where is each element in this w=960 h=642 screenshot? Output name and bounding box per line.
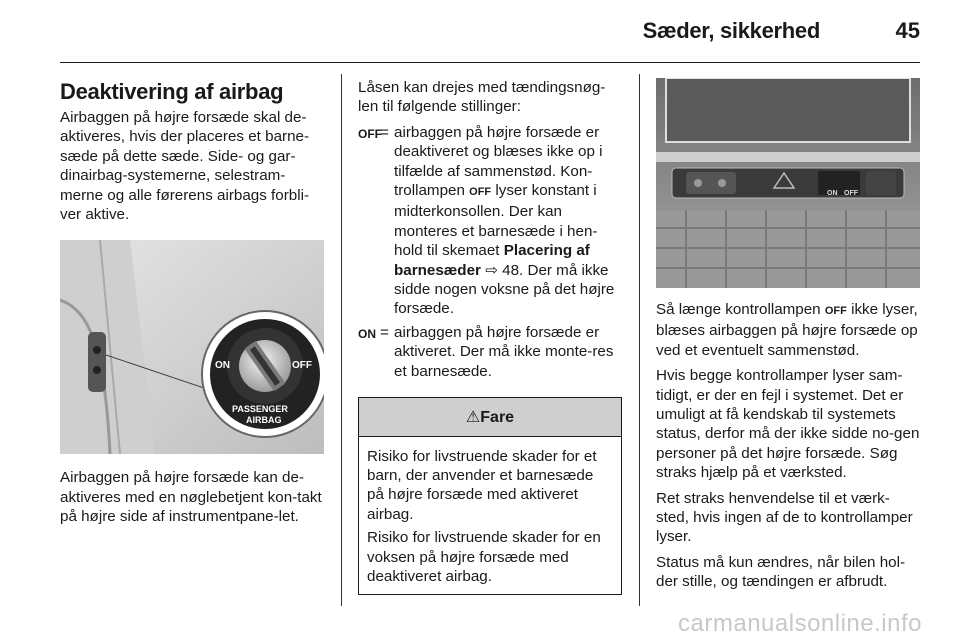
warning-triangle-icon: ⚠ (465, 409, 481, 427)
airbag-on-icon: ON (358, 326, 376, 341)
legend-on (358, 323, 624, 381)
danger-warning-box (358, 397, 622, 595)
page-header-title: Sæder, sikkerhed (642, 18, 820, 43)
column-divider-2 (639, 74, 640, 606)
reference-arrow-icon: ⇨ (485, 261, 498, 279)
dashboard-indicator-photo (656, 78, 920, 288)
indicator-label-on: ON (827, 190, 838, 197)
airbag-off-inline-icon: OFF (469, 186, 492, 199)
watermark: carmanualsonline.info (678, 610, 922, 637)
column-2 (358, 78, 624, 595)
legend-off-text-c: 48. Der må ikke sidde nogen voksne på det højre forsæde. (394, 261, 615, 318)
col3-paragraph-1 (656, 300, 922, 360)
column-divider-1 (341, 74, 342, 606)
airbag-off-inline-icon: OFF (824, 305, 847, 317)
header-divider (60, 62, 920, 63)
column-1 (60, 78, 326, 533)
warning-paragraph-1: Risiko for livstruende skader for et barn, der anvender et barnesæde på højre forsæde med aktiveret airbag. (367, 447, 597, 523)
col3-paragraph-2: Hvis begge kontrollamper lyser sam-tidigt, er der en fejl i systemet. Det er umuligt at få kendskab til systemets status, derfor må der ikke sidde no-gen personer på det højre forsæde. Søg straks hjælp på et værksted. (656, 367, 920, 482)
warning-paragraph-2: Risiko for livstruende skader for en voksen på højre forsæde med deaktiveret airbag. (367, 529, 601, 585)
col3-paragraph-4: Status må kun ændres, når bilen hol-der stille, og tændingen er afbrudt. (656, 553, 906, 591)
switch-label-airbag: AIRBAG (246, 415, 282, 426)
airbag-switch-illustration (60, 240, 324, 454)
warning-body (359, 437, 621, 595)
page-number: 45 (895, 18, 920, 43)
cross-reference-link[interactable]: Placering af barnesæder (394, 242, 590, 279)
legend-off-text-a: airbaggen på højre forsæde er deaktiveret og blæses ikke op i tilfælde af sammenstød. Kon-trollampen (394, 123, 603, 200)
switch-label-passenger: PASSENGER (232, 404, 288, 415)
airbag-switch-photo (60, 240, 324, 454)
legend-equals: = (380, 123, 389, 141)
indicator-label-off: OFF (844, 190, 858, 197)
legend-off-text-b: lyser konstant i midterkonsollen. Der kan monteres et barnesæde i hen-hold til skemaet (394, 182, 598, 260)
intro-paragraph: Airbaggen på højre forsæde skal de-aktiveres, hvis der placeres et barne-sæde på dette sæde. Side- og gar-dinairbag-systemerne, selestram-merne og alle førerens airbags forbli-ver aktive. (60, 109, 310, 224)
dashboard-illustration (656, 78, 920, 288)
warning-title: Fare (480, 409, 515, 427)
legend-off (358, 123, 624, 319)
switch-label-on: ON (215, 360, 230, 372)
positions-intro: Låsen kan drejes med tændingsnøg-len til følgende stillinger: (358, 79, 606, 116)
photo-caption: Airbaggen på højre forsæde kan de-aktiveres med en nøglebetjent kon-takt på højre side af instrumentpane-let. (60, 469, 322, 526)
column-3 (656, 78, 922, 598)
col3-paragraph-1-a: Så længe kontrollampen (656, 301, 825, 318)
col3-paragraph-1-b: ikke lyser, blæses airbaggen på højre forsæde op ved et eventuelt sammenstød. (656, 301, 918, 359)
legend-on-text: airbaggen på højre forsæde er aktiveret. Der må ikke monte-res et barnesæde. (394, 323, 614, 380)
legend-equals: = (380, 323, 389, 341)
legend-off-text (394, 123, 624, 319)
section-title: Deaktivering af airbag (60, 79, 284, 104)
airbag-off-icon: OFF (358, 126, 382, 141)
col3-paragraph-3: Ret straks henvendelse til et værk-sted, hvis ingen af de to kontrollamper lyser. (656, 489, 913, 546)
warning-header (359, 398, 621, 436)
switch-label-off: OFF (292, 360, 312, 372)
